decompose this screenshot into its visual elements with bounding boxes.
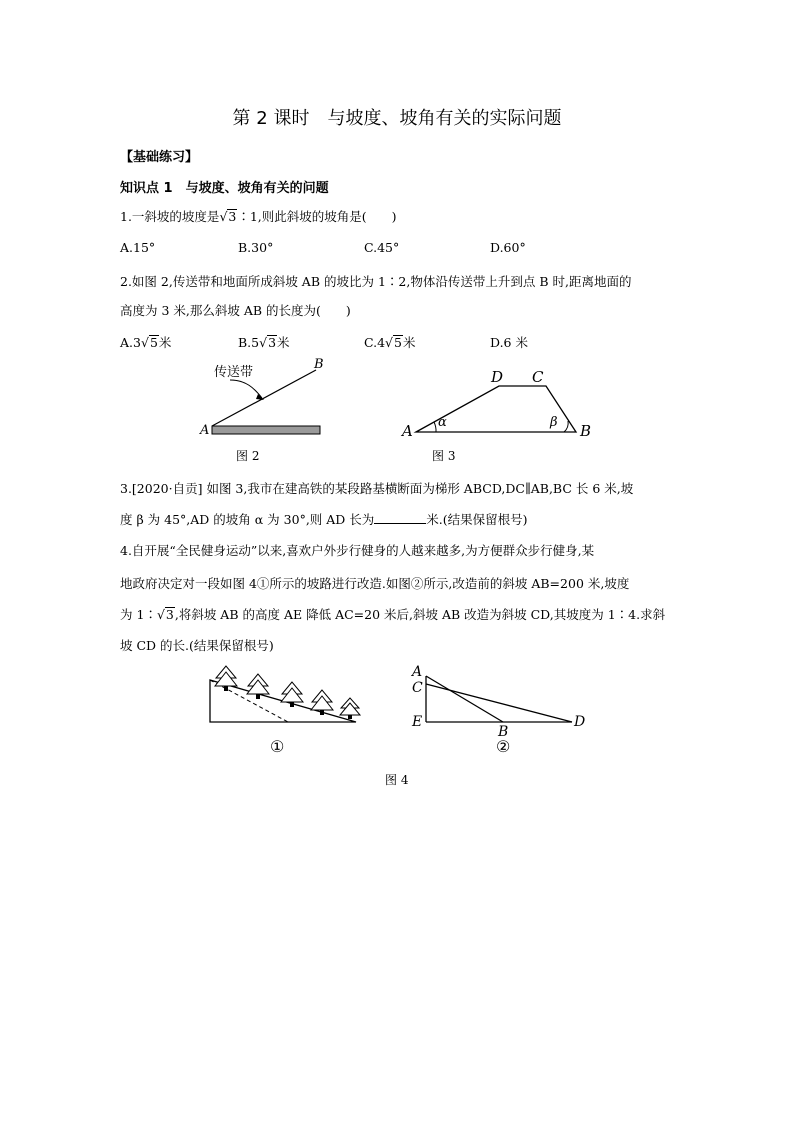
sqrt-symbol: √: [140, 335, 149, 350]
label-point-b: B: [314, 357, 324, 372]
sqrt-symbol: √: [219, 209, 228, 224]
figure-4-sub-1-label: ①: [270, 737, 285, 756]
angle-beta-arc: [564, 421, 568, 432]
label-beta: β: [550, 415, 558, 430]
label-point-b: B: [580, 422, 592, 440]
segment-ab: [426, 676, 503, 722]
figure-4-sub-2-label: ②: [496, 737, 511, 756]
sqrt-symbol: √: [259, 335, 268, 350]
q1-text-pre: 1.一斜坡的坡度是: [120, 209, 220, 224]
q2-option-c-radicand: 5: [394, 335, 402, 350]
section-heading: 【基础练习】: [120, 150, 199, 165]
q4-line-2: 地政府决定对一段如图 4①所示的坡路进行改造.如图②所示,改造前的斜坡 AB=200 米,坡度: [120, 576, 630, 591]
q3-line-1: 3.[2020·自贡] 如图 3,我市在建高铁的某段路基横断面为梯形 ABCD,DC∥AB,BC 长 6 米,坡: [120, 481, 634, 496]
q2-option-b-unit: 米: [277, 335, 290, 350]
label-point-a: A: [200, 423, 210, 438]
q2-line-2: 高度为 3 米,那么斜坡 AB 的长度为( ): [120, 303, 351, 318]
q2-option-c-unit: 米: [402, 335, 416, 350]
q2-option-d: D.6 米: [490, 335, 528, 350]
q2-option-a: [120, 333, 171, 351]
figure-3-caption: 图 3: [432, 449, 456, 463]
label-conveyor: 传送带: [214, 365, 254, 380]
answer-blank: [374, 511, 426, 524]
q2-option-a-coef: A.3: [120, 335, 141, 350]
label-alpha: α: [438, 415, 447, 430]
sqrt-symbol: √: [385, 335, 394, 350]
label-point-c: C: [412, 680, 423, 696]
segment-cd: [426, 684, 572, 722]
figure-4-part-1: [200, 660, 370, 760]
q2-line-1: 2.如图 2,传送带和地面所成斜坡 AB 的坡比为 1∶2,物体沿传送带上升到点 B 时,距离地面的: [120, 274, 632, 289]
q2-option-c: [364, 333, 415, 351]
tree-icon: [311, 690, 333, 715]
label-point-e: E: [412, 714, 423, 730]
knowledge-point-heading: 知识点 1 与坡度、坡角有关的问题: [120, 181, 329, 196]
question-1: [120, 207, 397, 225]
label-point-a: A: [402, 422, 413, 440]
label-point-b: B: [498, 724, 509, 740]
q4-line-4: 坡 CD 的长.(结果保留根号): [120, 638, 274, 653]
q2-option-b: [238, 333, 290, 351]
q2-option-b-coef: B.5: [238, 335, 260, 350]
q1-option-d: D.60°: [490, 240, 526, 255]
page-title: 第 2 课时 与坡度、坡角有关的实际问题: [232, 108, 562, 129]
q3-line-2: [120, 510, 528, 528]
q1-option-a: A.15°: [120, 240, 156, 255]
label-point-a: A: [412, 664, 423, 680]
q1-radicand: 3: [228, 209, 237, 224]
q2-option-b-radicand: 3: [268, 335, 277, 350]
q2-option-c-coef: C.4: [364, 335, 386, 350]
q2-option-a-radicand: 5: [149, 335, 158, 350]
sqrt-symbol: √: [156, 607, 165, 622]
figure-4-caption: 图 4: [385, 773, 409, 787]
ground-bar: [212, 426, 320, 434]
q3-line-2-pre: 度 β 为 45°,AD 的坡角 α 为 30°,则 AD 长为: [120, 512, 375, 527]
q2-option-a-unit: 米: [158, 335, 172, 350]
belt-pointer-line: [230, 380, 262, 398]
q4-line-3-pre: 为 1∶: [120, 607, 157, 622]
angle-alpha-arc: [434, 422, 436, 432]
figure-4-part-2: [404, 660, 604, 760]
q4-line-1: 4.自开展“全民健身运动”以来,喜欢户外步行健身的人越来越多,为方便群众步行健身,某: [120, 543, 595, 558]
figure-3: [398, 364, 604, 464]
tree-icon: [247, 674, 269, 699]
figure-2-caption: 图 2: [236, 449, 260, 463]
tree-icon: [281, 682, 303, 707]
figure-2: [196, 352, 336, 464]
label-point-d: D: [491, 368, 504, 386]
q4-line-3-post: ,将斜坡 AB 的高度 AE 降低 AC=20 米后,斜坡 AB 改造为斜坡 CD,其坡度为 1∶4.求斜: [174, 607, 666, 622]
q1-option-b: B.30°: [238, 240, 274, 255]
q1-option-c: C.45°: [364, 240, 400, 255]
label-point-c: C: [532, 368, 544, 386]
q4-radicand: 3: [165, 607, 174, 622]
q4-line-3: [120, 605, 665, 623]
tree-icon: [340, 698, 360, 719]
q1-text-post: ∶1,则此斜坡的坡角是( ): [237, 209, 397, 224]
q3-line-2-post: 米.(结果保留根号): [426, 512, 528, 527]
label-point-d: D: [574, 714, 586, 730]
